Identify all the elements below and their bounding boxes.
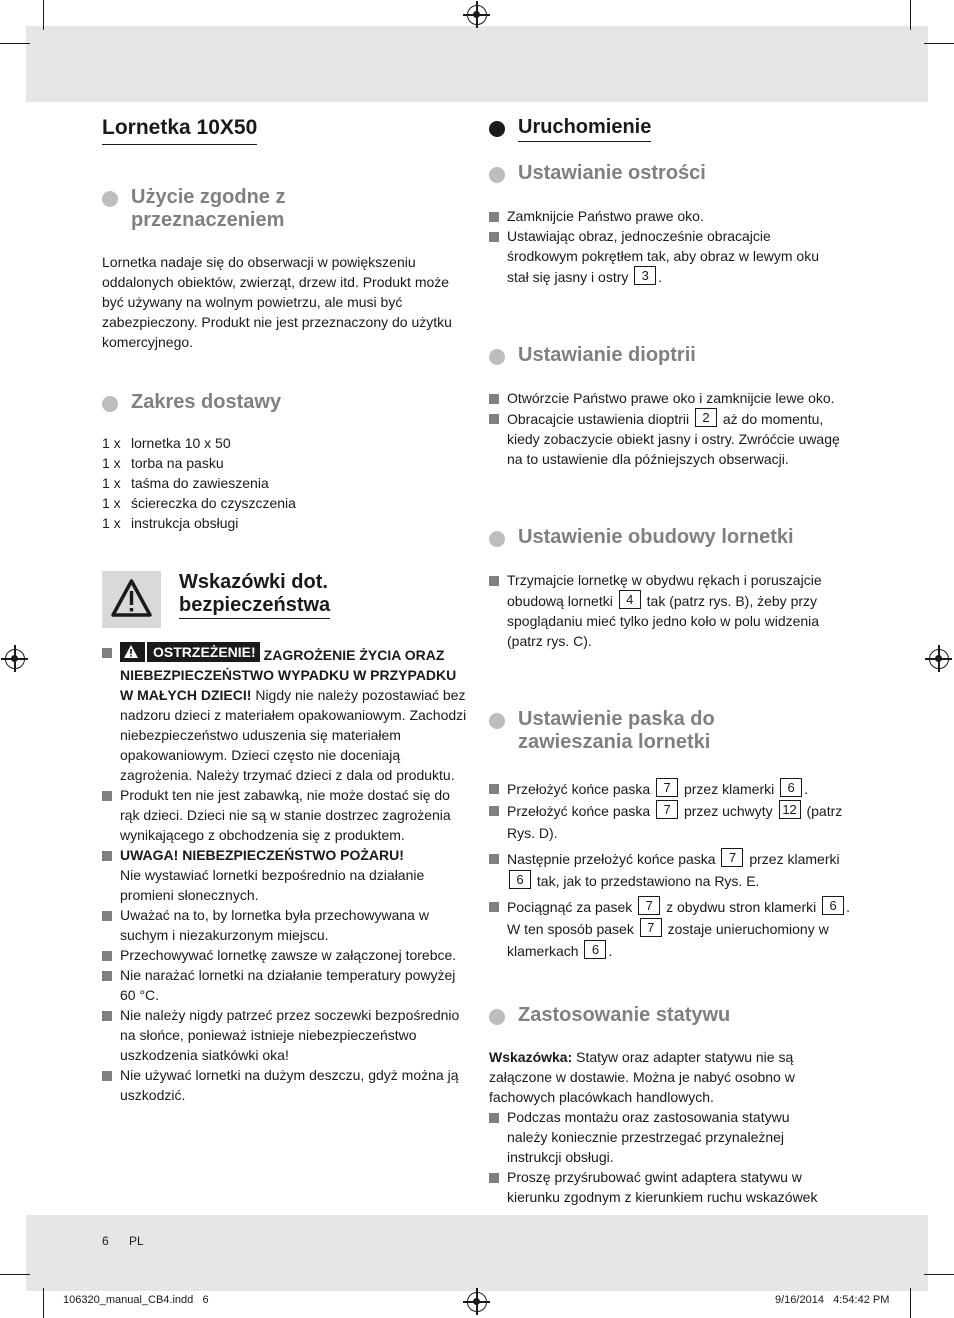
- crop-mark: [0, 43, 30, 44]
- part-number-ref: 7: [638, 896, 660, 915]
- document-title: Lornetka 10X50: [102, 116, 257, 145]
- part-number-ref: 6: [822, 896, 844, 915]
- part-number-ref: 4: [619, 590, 641, 609]
- header-band: [26, 26, 928, 102]
- warning-triangle-icon: [102, 571, 161, 628]
- intended-use-paragraph: Lornetka nadaje się do obserwacji w powiększeniu oddalonych obiektów, zwierząt, drzew itd. Produkt może być używany na wolnym powietrzu, ale musi być zabezpieczony. Produkt nie jest przeznaczony do użytku komercyjnego.: [102, 254, 452, 350]
- scope-list: [102, 433, 462, 533]
- slug-filename: 106320_manual_CB4.indd 6: [63, 1294, 209, 1306]
- part-number-ref: 6: [509, 870, 531, 889]
- heading-scope-of-delivery: Zakres dostawy: [102, 391, 402, 414]
- registration-mark-icon: [467, 5, 487, 25]
- list-item: 1 x taśma do zawieszenia: [102, 475, 269, 491]
- heading-safety: Wskazówki dot. bezpieczeństwa: [179, 571, 330, 619]
- list-item: Obracajcie ustawienia dioptrii 2 aż do momentu, kiedy zobaczycie obiekt jasny i ostry. Zwróćcie uwagę na to ustawienie dla późniejszych obserwacji.: [489, 408, 859, 469]
- bullet-dot-icon: [489, 531, 505, 547]
- footer-band: [26, 1215, 928, 1291]
- bullet-dot-icon: [102, 396, 118, 412]
- list-item: Otwórzcie Państwo prawe oko i zamknijcie lewe oko.: [489, 388, 859, 408]
- slug-datetime: 9/16/2014 4:54:42 PM: [775, 1294, 890, 1306]
- crop-mark: [910, 0, 911, 30]
- list-item: Nie należy nigdy patrzeć przez soczewki bezpośrednio na słońce, ponieważ istnieje niebezpieczeństwo uszkodzenia siatkówki oka!: [102, 1005, 467, 1065]
- list-item: Produkt ten nie jest zabawką, nie może dostać się do rąk dzieci. Dzieci nie są w stanie dostrzec zagrożenia wynikającego z obchodzenia się z produktem.: [102, 785, 467, 845]
- focus-list: [489, 206, 834, 287]
- list-item: Zamknijcie Państwo prawe oko.: [489, 206, 834, 226]
- safety-list: [102, 642, 467, 1105]
- crop-mark: [43, 0, 44, 30]
- crop-mark: [924, 43, 954, 44]
- bullet-dot-icon: [489, 713, 505, 729]
- part-number-ref: 7: [656, 800, 678, 819]
- bullet-dot-icon: [102, 191, 118, 207]
- list-item: 1 x lornetka 10 x 50: [102, 435, 231, 451]
- list-item: Proszę przyśrubować gwint adaptera statywu w kierunku zgodnym z kierunkiem ruchu wskazówek: [489, 1167, 829, 1207]
- list-item: 1 x torba na pasku: [102, 455, 224, 471]
- list-item: Przełożyć końce paska 7 przez uchwyty 12 (patrz Rys. D).: [489, 800, 854, 844]
- part-number-ref: 7: [721, 848, 743, 867]
- page-number: 6: [102, 1234, 109, 1248]
- housing-list: [489, 570, 839, 651]
- heading-housing: Ustawienie obudowy lornetki: [489, 526, 859, 549]
- registration-mark-icon: [929, 649, 949, 669]
- list-item: UWAGA! NIEBEZPIECZEŃSTWO POŻARU! Nie wystawiać lornetki bezpośrednio na działanie promieni słonecznych.: [102, 845, 467, 905]
- list-item: Pociągnąć za pasek 7 z obydwu stron klamerki 6 . W ten sposób pasek 7 zostaje unieruchomiony w klamerkach 6 .: [489, 896, 854, 962]
- part-number-ref: 6: [780, 778, 802, 797]
- strap-list: [489, 778, 854, 962]
- part-number-ref: 2: [695, 408, 717, 427]
- heading-focus: Ustawianie ostrości: [489, 162, 849, 185]
- tripod-section: [489, 1047, 829, 1207]
- part-number-ref: 3: [634, 266, 656, 285]
- diopter-list: [489, 388, 859, 469]
- list-item: Przełożyć końce paska 7 przez klamerki 6 .: [489, 778, 854, 800]
- crop-mark: [0, 1274, 30, 1275]
- heading-intended-use: Użycie zgodne z przeznaczeniem: [102, 186, 402, 232]
- warning-label: OSTRZEŻENIE!: [120, 642, 260, 662]
- warning-triangle-icon: [123, 644, 139, 660]
- part-number-ref: 7: [640, 918, 662, 937]
- part-number-ref: 12: [779, 800, 801, 819]
- bullet-dot-icon: [489, 349, 505, 365]
- part-number-ref: 6: [584, 940, 606, 959]
- registration-mark-icon: [467, 1292, 487, 1312]
- heading-tripod: Zastosowanie statywu: [489, 1004, 849, 1027]
- heading-strap: Ustawienie paska do zawieszania lornetki: [489, 708, 789, 754]
- list-item: Przechowywać lornetkę zawsze w załączonej torebce.: [102, 945, 467, 965]
- tripod-note: Wskazówka: Statyw oraz adapter statywu nie są załączone w dostawie. Można je nabyć osobno w fachowych placówkach handlowych.: [489, 1049, 795, 1105]
- registration-mark-icon: [5, 649, 25, 669]
- list-item: OSTRZEŻENIE! ZAGROŻENIE ŻYCIA ORAZ NIEBEZPIECZEŃSTWO WYPADKU W PRZYPADKU W MAŁYCH DZIECI! Nigdy nie należy pozostawiać bez nadzoru dzieci z materiałem opakowaniowym. Zachodzi niebezpieczeństwo uduszenia się materiałem opakowaniowym. Dzieci często nie doceniają zagrożenia. Należy trzymać dzieci z dala od produktu.: [102, 642, 467, 785]
- list-item: 1 x ściereczka do czyszczenia: [102, 495, 296, 511]
- list-item: Nie narażać lornetki na działanie temperatury powyżej 60 °C.: [102, 965, 467, 1005]
- list-item: 1 x instrukcja obsługi: [102, 515, 239, 531]
- crop-mark: [910, 1288, 911, 1318]
- heading-diopter: Ustawianie dioptrii: [489, 344, 849, 367]
- crop-mark: [924, 1274, 954, 1275]
- crop-mark: [43, 1288, 44, 1318]
- bullet-dot-icon: [489, 121, 505, 137]
- list-item: Następnie przełożyć końce paska 7 przez klamerki 6 tak, jak to przedstawiono na Rys. E.: [489, 848, 854, 892]
- bullet-dot-icon: [489, 1009, 505, 1025]
- part-number-ref: 7: [656, 778, 678, 797]
- list-item: Nie używać lornetki na dużym deszczu, gdyż można ją uszkodzić.: [102, 1065, 467, 1105]
- list-item: Podczas montażu oraz zastosowania statywu należy koniecznie przestrzegać przynależnej instrukcji obsługi.: [489, 1107, 829, 1167]
- list-item: Ustawiając obraz, jednocześnie obracajcie środkowym pokrętłem tak, aby obraz w lewym oku stał się jasny i ostry 3 .: [489, 226, 834, 287]
- warning-icon-box: [102, 571, 161, 628]
- language-code: PL: [129, 1234, 144, 1248]
- heading-start: Uruchomienie: [489, 116, 849, 142]
- list-item: Trzymajcie lornetkę w obydwu rękach i poruszajcie obudową lornetki 4 tak (patrz rys. B), żeby przy spoglądaniu mieć tylko jedno koło w polu widzenia (patrz rys. C).: [489, 570, 839, 651]
- bullet-dot-icon: [489, 167, 505, 183]
- list-item: Uważać na to, by lornetka była przechowywana w suchym i niezakurzonym miejscu.: [102, 905, 467, 945]
